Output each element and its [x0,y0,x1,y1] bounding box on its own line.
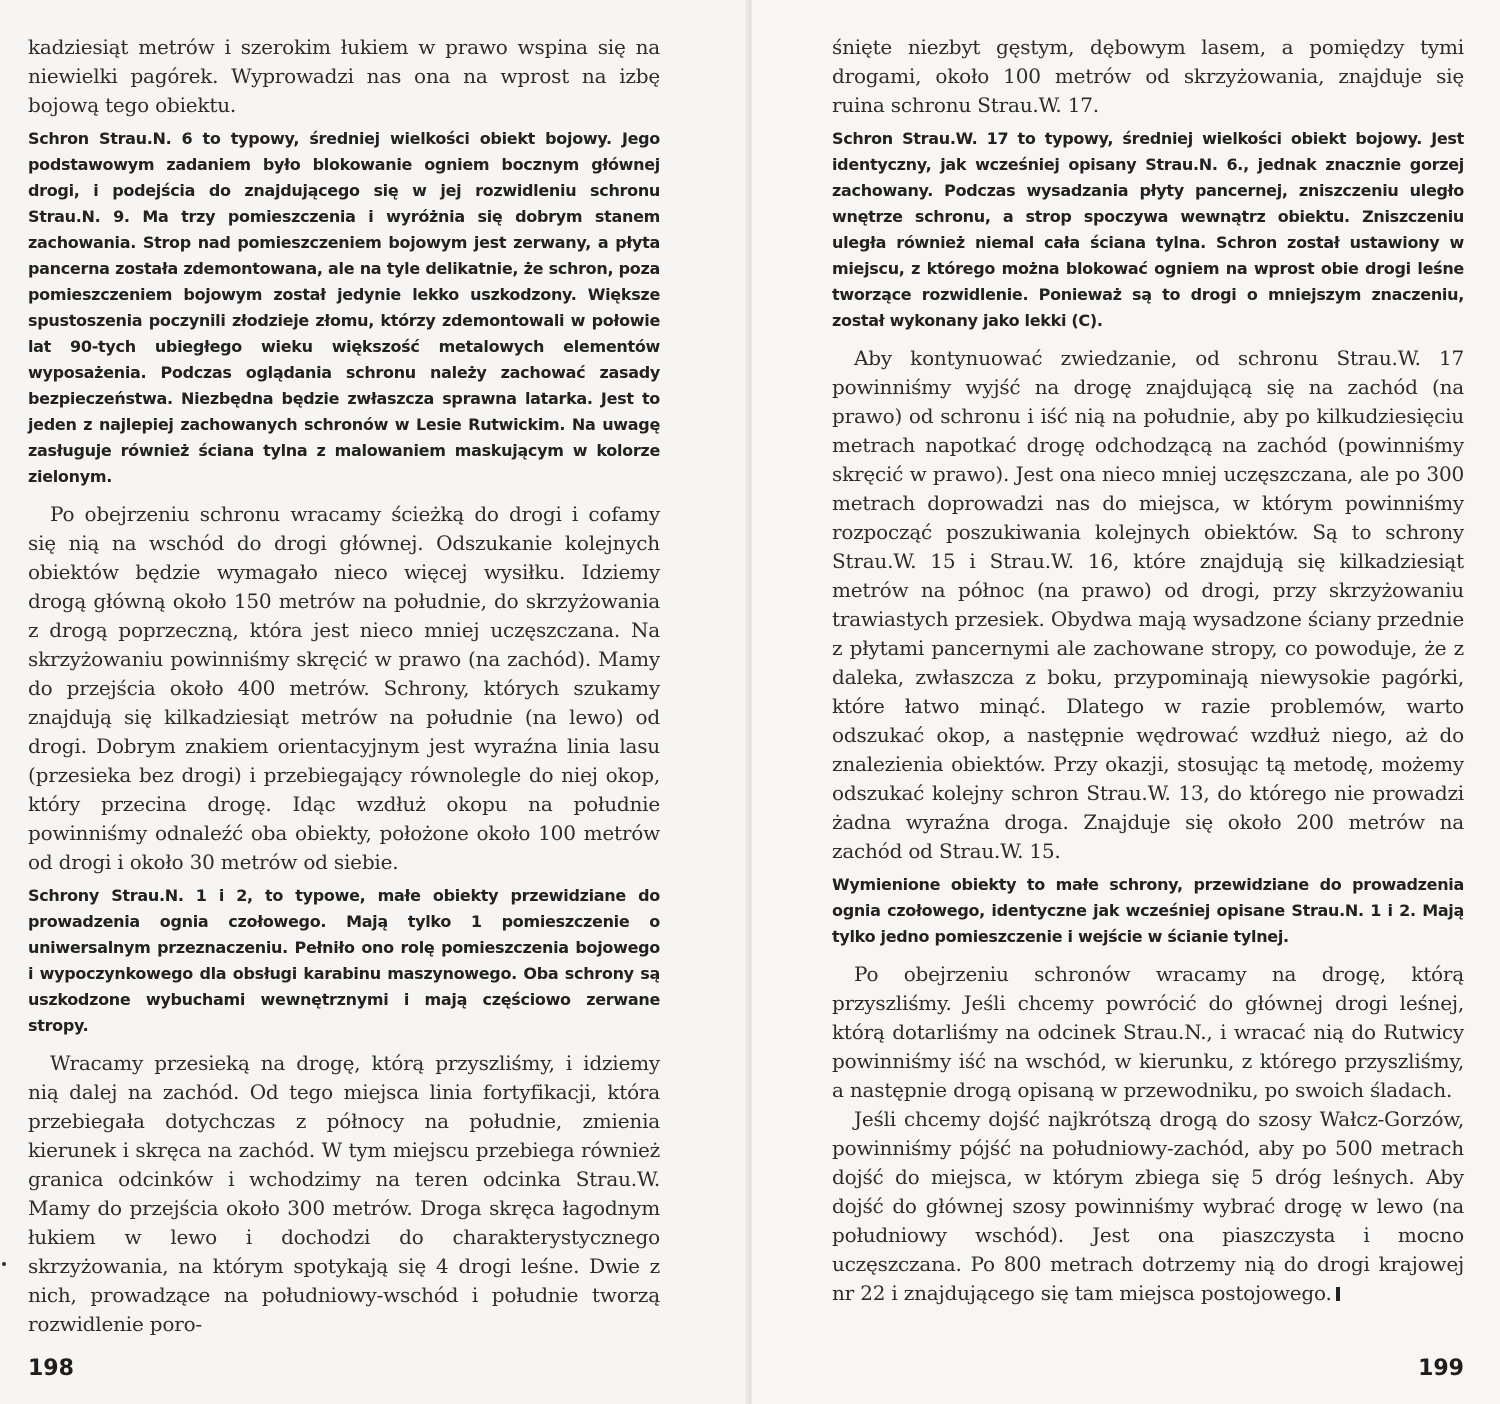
page-number-left: 198 [28,1356,74,1381]
paragraph: Po obejrzeniu schronów wracamy na drogę, którą przyszliśmy. Jeśli chcemy powrócić do głównej drogi leśnej, którą dotarliśmy na odcinek Strau.N., i wracać nią do Rutwicy powinniśmy iść na wschód, w kierunku, z którego przyszliśmy, a następnie drogą opisaną w przewodniku, po swoich śladach. [832,962,1464,1102]
paragraph-text: Jeśli chcemy dojść najkrótszą drogą do szosy Wałcz-Gorzów, powinniśmy pójść na południowy-zachód, aby po 500 metrach dojść do miejsca, w którym zbiega się 5 dróg leśnych. Aby dojść do głównej szosy powinniśmy wybrać drogę w lewo (na południowy wschód). Jest ona piaszczysta i mocno uczęszczana. Po 800 metrach dotrzemy nią do drogi krajowej nr 22 i znajdującego się tam miejsca postojowego. [832,1107,1464,1305]
highlight-note: Schron Strau.W. 17 to typowy, średniej wielkości obiekt bojowy. Jest identyczny, jak wcześniej opisany Strau.N. 6., jednak znacznie gorzej zachowany. Podczas wysadzania płyty pancernej, zniszczeniu uległo wnętrze schronu, a strop spoczywa wewnątrz obiektu. Zniszczeniu uległa również niemal cała ściana tylna. Schron został ustawiony w miejscu, z którego można blokować ogniem na wprost obie drogi leśne tworzące rozwidlenie. Ponieważ są to drogi o mniejszym znaczeniu, został wykonany jako lekki (C). [832,129,1464,330]
paragraph: Aby kontynuować zwiedzanie, od schronu Strau.W. 17 powinniśmy wyjść na drogę znajdującą się na zachód (na prawo) od schronu i iść nią na południe, aby po kilkudziesięciu metrach napotkać drogę odchodzącą na zachód (powinniśmy skręcić w prawo). Jest ona nieco mniej uczęszczana, ale po 300 metrach doprowadzi nas do miejsca, w którym powinniśmy rozpocząć poszukiwania kolejnych obiektów. Są to schrony Strau.W. 15 i Strau.W. 16, które znajdują się kilkadziesiąt metrów na północ (na prawo) od drogi, przy skrzyżowaniu trawiastych przesiek. Obydwa mają wysadzone ściany przednie z płytami pancernymi ale zachowane stropy, co powoduje, że z daleka, zwłaszcza z boku, przypominają niewysokie pagórki, które łatwo minąć. Dlatego w razie problemów, warto odszukać okop, a następnie wędrować wzdłuż niego, aż do znalezienia obiektów. Przy okazji, stosując tą metodę, możemy odszukać kolejny schron Strau.W. 13, do którego nie prowadzi żadna wyraźna droga. Znajduje się około 200 metrów na zachód od Strau.W. 15. [832,346,1464,863]
paragraph: Po obejrzeniu schronu wracamy ścieżką do drogi i cofamy się nią na wschód do drogi głównej. Odszukanie kolejnych obiektów będzie wymagało nieco więcej wysiłku. Idziemy drogą główną około 150 metrów na południe, do skrzyżowania z drogą poprzeczną, która jest nieco mniej uczęszczana. Na skrzyżowaniu powinniśmy skręcić w prawo (na zachód). Mamy do przejścia około 400 metrów. Schrony, których szukamy znajdują się kilkadziesiąt metrów na południe (na lewo) od drogi. Dobrym znakiem orientacyjnym jest wyraźna linia lasu (przesieka bez drogi) i przebiegający równolegle do niej okop, który przecina drogę. Idąc wzdłuż okopu na południe powinniśmy odnaleźć oba obiekty, położone około 100 metrów od drogi i około 30 metrów od siebie. [28,502,660,874]
page-number-right: 199 [1418,1356,1464,1381]
paragraph: kadziesiąt metrów i szerokim łukiem w prawo wspina się na niewielki pagórek. Wyprowadzi nas ona na wprost na izbę bojową tego obiektu. [28,35,660,117]
right-page [752,0,1500,1404]
paragraph-final [832,1105,1464,1308]
end-of-article-mark [1336,1287,1340,1301]
highlight-note: Wymienione obiekty to małe schrony, przewidziane do prowadzenia ognia czołowego, identyczne jak wcześniej opisane Strau.N. 1 i 2. Mają tylko jedno pomieszczenie i wejście w ścianie tylnej. [832,875,1464,946]
left-page [0,0,748,1404]
left-text-column [28,33,660,1339]
highlight-note: Schron Strau.N. 6 to typowy, średniej wielkości obiekt bojowy. Jego podstawowym zadaniem było blokowanie ogniem bocznym głównej drogi, i podejścia do znajdującego się w jej rozwidleniu schronu Strau.N. 9. Ma trzy pomieszczenia i wyróżnia się dobrym stanem zachowania. Strop nad pomieszczeniem bojowym jest zerwany, a płyta pancerna została zdemontowana, ale na tyle delikatnie, że schron, poza pomieszczeniem bojowym został jedynie lekko uszkodzony. Większe spustoszenia poczynili złodzieje złomu, którzy zdemontowali w połowie lat 90-tych ubiegłego wieku większość metalowych elementów wyposażenia. Podczas oglądania schronu należy zachować zasady bezpieczeństwa. Niezbędna będzie zwłaszcza sprawna latarka. Jest to jeden z najlepiej zachowanych schronów w Lesie Rutwickim. Na uwagę zasługuje również ściana tylna z malowaniem maskującym w kolorze zielonym. [28,129,660,486]
right-text-column [832,33,1464,1308]
scan-speck [2,1262,6,1266]
highlight-note: Schrony Strau.N. 1 i 2, to typowe, małe obiekty przewidziane do prowadzenia ognia czołowego. Mają tylko 1 pomieszczenie o uniwersalnym przeznaczeniu. Pełniło ono rolę pomieszczenia bojowego i wypoczynkowego dla obsługi karabinu maszynowego. Oba schrony są uszkodzone wybuchami wewnętrznymi i mają częściowo zerwane stropy. [28,886,660,1035]
paragraph: Wracamy przesieką na drogę, którą przyszliśmy, i idziemy nią dalej na zachód. Od tego miejsca linia fortyfikacji, która przebiegała dotychczas z północy na południe, zmienia kierunek i skręca na zachód. W tym miejscu przebiega również granica odcinków i wchodzimy na teren odcinka Strau.W. Mamy do przejścia około 300 metrów. Droga skręca łagodnym łukiem w lewo i dochodzi do charakterystycznego skrzyżowania, na którym spotykają się 4 drogi leśne. Dwie z nich, prowadzące na południowy-wschód i południe tworzą rozwidlenie poro- [28,1051,660,1336]
paragraph: śnięte niezbyt gęstym, dębowym lasem, a pomiędzy tymi drogami, około 100 metrów od skrzyżowania, znajduje się ruina schronu Strau.W. 17. [832,35,1464,117]
